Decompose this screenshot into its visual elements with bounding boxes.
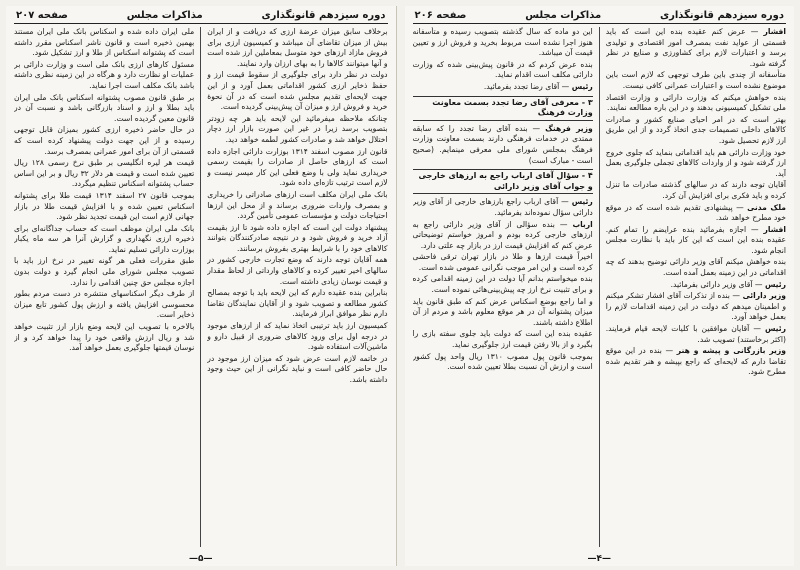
left-page-title: مذاکرات مجلس <box>126 10 203 21</box>
paragraph <box>413 124 593 166</box>
column-divider <box>200 27 201 547</box>
speaker-separator: — <box>749 324 765 334</box>
paragraph-text: بنابراین بنده عقیده دارم که این لایحه باید با توجه بمصالح کشور مطالعه و تصویب شود و از آقایان نمایندگان تقاضا دارم نظر موافق ابراز فرمایند. <box>207 288 388 319</box>
right-page-footer-number: —۴— <box>587 554 611 564</box>
speaker-name: ارباب <box>572 219 593 229</box>
paragraph-text: از طرف دیگر اسکناسهای منتشره در دست مردم بطور محسوسی افزایش یافته و ارزش پول کشور تابع میزان ذخایر است. <box>14 289 195 320</box>
paragraph <box>606 27 786 69</box>
paragraph-text: طبق مقررات فعلی هر گونه تغییر در نرخ ارز باید با تصویب مجلس شورای ملی انجام گیرد و دولت بدون اجازه مجلس حق چنین اقدامی را ندارد. <box>14 256 195 287</box>
paragraph-text: در حال حاضر ذخیره ارزی کشور بمیزان قابل توجهی رسیده و از این جهت دولت پیشنهاد کرده است که قسمتی از آن برای امور عمرانی بمصرف برسد. <box>14 125 195 156</box>
paragraph-text: بر طبق قانون مصوب پشتوانه اسکناس بانک ملی ایران باید بطلا و ارز و اسناد بازرگانی باشد و نسبت آن در قانون معین گردیده است. <box>14 92 195 123</box>
paragraph <box>413 352 593 373</box>
paragraph-text: عرض کنم عقیده بنده این است که باید قسمتی از عواید نفت بمصرف امور اقتصادی و تولیدی برسد و اعتبارات لازم برای کشاورزی و صنایع در نظر گرفته شود. <box>605 27 786 68</box>
paragraph <box>207 190 387 222</box>
paragraph <box>413 274 593 295</box>
paragraph-text: بالاخره با تصویب این لایحه وضع بازار ارز تثبیت خواهد شد و ریال ارزش واقعی خود را پیدا خواهد کرد و از نوسان قیمتها جلوگیری بعمل خواهد آمد. <box>14 322 195 353</box>
speaker-separator: — <box>729 291 743 301</box>
speaker-name: وزیر فرهنگ <box>545 123 593 133</box>
paragraph <box>207 288 387 320</box>
paragraph-text: بنده خواهش میکنم آقای وزیر دارائی توضیح بدهند که چه اقداماتی در این زمینه بعمل آمده است. <box>605 257 786 278</box>
speaker-name: رئیس <box>764 279 786 289</box>
paragraph-text: آقای وزیر دارائی بفرمائید. <box>670 279 753 289</box>
paragraph-text: پیشنهاد دولت این است که اجازه داده شود تا ارز بقیمت آزاد خرید و فروش شود و در نتیجه صادرکنندگان بتوانند کالاهای خود را با شرایط بهتری بفروش برسانند. <box>207 222 388 253</box>
paragraph <box>606 346 786 378</box>
paragraph <box>413 27 593 59</box>
paragraph <box>207 147 387 189</box>
left-page-column-left <box>14 27 194 547</box>
paragraph-text: برخلاف سابق میزان عرضهٔ ارزی که دریافت و از ایران بیش از میزان تقاضای آن میباشد و کمیسیون ارزی برای فروش مازاد ارزهای خود متوسل بمعاملین ارز شده است و آنها میتوانند کالاها را به بهای ارزان وارد نمایند. <box>207 27 388 68</box>
paragraph-text: بنده از تذکرات آقای افشار تشکر میکنم و اطمینان میدهم که دولت در این زمینه اقدامات لازم را بعمل خواهد آورد. <box>605 291 786 322</box>
paragraph-text: دولت در نظر دارد برای جلوگیری از سقوط قیمت ارز و حفظ ذخایر ارزی کشور اقداماتی بعمل آورد و از این جهت لایحه‌ای تقدیم مجلس شده است که در آن نحوهٔ خرید و فروش ارز و میزان آن پیش‌بینی گردیده است. <box>207 70 388 112</box>
paragraph-text: بنده سؤالی از آقای وزیر دارائی راجع به ارزهای خارجی کرده بودم و امروز خواستم توضیحاتی عرض کنم که افزایش قیمت ارز در بازار چه علتی دارد. <box>412 219 593 250</box>
paragraph <box>413 220 593 252</box>
paragraph-text: بنده عرض کردم که در قانون پیش‌بینی شده که وزارت دارائی مکلف است اقدام نماید. <box>412 59 593 80</box>
right-page-title: مذاکرات مجلس <box>525 10 602 21</box>
paragraph <box>606 257 786 278</box>
paragraph-text: ملی ایران داده شده و اسکناس بانک ملی ایران مستند بهمین ذخیره است و قانون ناشر اسکناس مقرر داشته است که پشتوانه اسکناس از طلا و ارز تشکیل شود. <box>14 27 195 58</box>
speaker-separator: — <box>661 346 677 356</box>
paragraph <box>207 70 387 112</box>
paragraph-text: عقیده بنده این است که دولت باید جلوی سفته بازی را بگیرد و از بالا رفتن قیمت ارز جلوگیری نماید. <box>412 329 593 350</box>
left-page-header <box>14 10 388 24</box>
paragraph <box>606 70 786 91</box>
right-page-columns <box>413 27 787 547</box>
section-heading: ۴ - سؤال آقای ارباب راجع به ارزهای خارجی و جواب آقای وزیر دارائی <box>413 169 593 194</box>
left-page <box>6 6 397 566</box>
paragraph <box>207 114 387 146</box>
paragraph-text: اجازه بفرمائید بنده عرایضم را تمام کنم. عقیده بنده این است که این کار باید با نظارت مجلس انجام شود. <box>605 224 786 255</box>
right-page-column-right <box>606 27 786 547</box>
paragraph <box>606 180 786 201</box>
speaker-separator: — <box>752 279 765 289</box>
left-page-number-label: صفحه ۲۰۷ <box>16 10 68 21</box>
paragraph-text: آقایان توجه دارند که در سالهای گذشته صادرات ما تنزل کرده و باید فکری برای افزایش آن کرد. <box>605 180 786 200</box>
paragraph <box>413 329 593 350</box>
right-page-session-label: دوره سیزدهم قانونگذاری <box>659 10 784 21</box>
paragraph <box>14 93 194 125</box>
paragraph-text: آقایان موافقین با کلیات لایحه قیام فرمایند. (اکثر برخاستند) تصویب شد. <box>605 324 786 344</box>
paragraph-text: خود وزارت دارائی هم باید اقداماتی بنماید که جلوی خروج ارز گرفته شود و از واردات کالاهای تجملی جلوگیری بعمل آید. <box>605 147 786 178</box>
paragraph <box>207 255 387 287</box>
speaker-name: رئیس <box>571 81 593 91</box>
speaker-separator: — <box>554 219 573 229</box>
paragraph <box>14 224 194 256</box>
paragraph-text: قانون ارز مصوب اسفند ۱۳۱۴ بوزارت دارائی اجازه داده است که ارزهای حاصل از صادرات را بقیمت رسمی خریداری نماید ولی با وضع فعلی این کار میسر نیست و لازم است ترتیب تازه‌ای داده شود. <box>207 146 388 188</box>
paragraph-text: متأسفانه از چندی باین طرف توجهی که لازم است باین موضوع نشده است و اعتبارات عمرانی کافی نیست. <box>605 70 786 90</box>
paragraph <box>606 93 786 114</box>
paragraph <box>606 280 786 291</box>
left-page-columns <box>14 27 388 547</box>
paragraph <box>14 289 194 321</box>
paragraph <box>207 27 387 69</box>
paragraph-text: قیمت هر لیره انگلیسی بر طبق نرخ رسمی ۱۲۸ ریال تعیین شده است و قیمت هر دلار ۳۲ ریال و بر این اساس حساب پشتوانه اسکناس تنظیم میگردد. <box>14 158 195 189</box>
speaker-separator: — <box>745 27 764 36</box>
paragraph-text: بانک ملی ایران موظف است که حساب جداگانه‌ای برای ذخیره ارزی نگهداری و گزارش آنرا هر سه ماه یکبار بوزارت دارائی تسلیم نماید. <box>14 223 195 254</box>
right-page-number-label: صفحه ۲۰۶ <box>414 10 467 21</box>
paragraph-text: مسئول کارهای ارزی بانک ملی است و وزارت دارائی بر عملیات او نظارت دارد و هرگاه در این زمینه نظری داشته باشد بانک مکلف است اجرا نماید. <box>14 59 195 90</box>
left-page-footer-number: —۵— <box>189 554 213 564</box>
paragraph <box>207 354 387 386</box>
paragraph <box>14 60 194 92</box>
paragraph <box>14 322 194 354</box>
left-page-session-label: دوره سیزدهم قانونگذاری <box>261 10 386 21</box>
paragraph <box>606 324 786 345</box>
paragraph <box>413 252 593 273</box>
paragraph-text: آقای رضا تجدد بفرمائید. <box>483 81 560 91</box>
paragraph-text: و اما راجع بوضع اسکناس عرض کنم که طبق قانون باید میزان پشتوانه آن در هر موقع معلوم باشد و مردم از آن اطلاع داشته باشند. <box>412 296 593 327</box>
column-divider <box>599 27 600 547</box>
paragraph <box>14 27 194 59</box>
speaker-name: افشار <box>763 27 786 36</box>
paragraph-text: بنده آقای رضا تجدد را که سابقه ممتدی در خدمات فرهنگی دارند بسمت معاونت وزارت فرهنگ بمجلس شورای ملی معرفی مینمایم. (صحیح است - مبارک است) <box>412 123 593 165</box>
left-page-column-right <box>207 27 387 547</box>
speaker-separator: — <box>527 123 546 133</box>
speaker-separator: — <box>559 81 572 91</box>
paragraph <box>413 297 593 329</box>
paragraph-text: چنانکه ملاحظه میفرمائید این لایحه باید هر چه زودتر بتصویب برسد زیرا در غیر این صورت بازار ارز دچار اختلال خواهد شد و صادرات کشور لطمه خواهد دید. <box>207 113 388 144</box>
paragraph <box>606 148 786 180</box>
speaker-separator: — <box>558 197 572 207</box>
speaker-name: ملک مدنی <box>747 202 786 212</box>
paragraph-text: بهتر است که در امر احیای صنایع کشور و صادرات کالاهای داخلی تصمیمات جدی اتخاذ گردد و از این طریق ارز لازم تحصیل شود. <box>605 114 786 145</box>
paragraph-text: کمیسیون ارز باید ترتیبی اتخاذ نماید که از ارزهای موجود در درجه اول برای ورود کالاهای ضروری از قبیل دارو و ماشین‌آلات استفاده شود. <box>207 321 388 352</box>
right-page <box>405 6 795 566</box>
section-heading: ۳ - معرفی آقای رضا تجدد بسمت معاونت وزارت فرهنگ <box>413 96 593 121</box>
speaker-name: رئیس <box>571 197 593 207</box>
paragraph-text: بنده خواهش میکنم که وزارت دارائی و وزارت اقتصاد ملی تشکیل کمیسیونی بدهند و در این باره مطالعه نمایند. <box>605 92 786 113</box>
speaker-name: رئیس <box>764 324 786 334</box>
paragraph-text: آقای ارباب راجع بارزهای خارجی از آقای وزیر دارائی سؤال نموده‌اند بفرمائید. <box>412 197 593 217</box>
speaker-name: وزیر دارائی <box>742 291 786 301</box>
paragraph-text: در خاتمه لازم است عرض شود که میزان ارز موجود در حال حاضر کافی است و نباید نگرانی از این حیث وجود داشته باشد. <box>207 353 388 384</box>
paragraph <box>606 203 786 224</box>
paragraph <box>207 321 387 353</box>
paragraph <box>413 197 593 218</box>
paragraph <box>606 225 786 257</box>
paragraph-text: پیشنهادی تقدیم شده است که در موقع خود مطرح خواهد شد. <box>605 202 786 223</box>
paragraph-text: بموجب قانون ۲۷ اسفند ۱۳۱۴ قیمت طلا برای پشتوانه اسکناس تعیین شده و با افزایش قیمت طلا در بازار جهانی لازم است این قیمت تجدید نظر شود. <box>14 190 195 222</box>
paragraph <box>207 223 387 255</box>
paragraph-text: بانک ملی ایران مکلف است ارزهای صادراتی را خریداری و بمصرف واردات ضروری برساند و از محل این ارزها احتیاجات دولت و مؤسسات عمومی تأمین گردد. <box>207 189 388 221</box>
paragraph-text: بموجب قانون پول مصوب ۱۳۱۰ ریال واحد پول کشور است و ارزش آن نسبت بطلا تعیین شده است. <box>412 351 593 372</box>
paragraph <box>413 60 593 81</box>
paragraph-text: بنده در این موقع تقاضا دارم که لایحه‌ای که راجع بپیشه و هنر تقدیم شده مطرح شود. <box>605 346 786 377</box>
paragraph <box>606 115 786 147</box>
right-page-column-left <box>413 27 593 547</box>
speaker-separator: — <box>746 224 764 234</box>
paragraph <box>14 158 194 190</box>
paragraph-text: همه آقایان توجه دارند که وضع تجارت خارجی کشور در سالهای اخیر تغییر کرده و کالاهای وارداتی از لحاظ مقدار و قیمت نوسان زیادی داشته است. <box>207 255 388 286</box>
paragraph-text: اخیراً قیمت ارزها و طلا در بازار تهران ترقی فاحشی کرده است و این امر موجب نگرانی عمومی شده است. <box>412 252 593 272</box>
paragraph <box>14 191 194 223</box>
speaker-name: وزیر بازرگانی و پیشه و هنر <box>676 346 786 356</box>
paragraph <box>606 291 786 323</box>
right-page-header <box>413 10 787 24</box>
paragraph-text: این دو ماده که سال گذشته بتصویب رسیده و متأسفانه هنوز اجرا نشده است مربوط بخرید و فروش ارز و تعیین قیمت آن میباشد. <box>412 27 593 58</box>
speaker-separator: — <box>732 202 748 212</box>
paragraph-text: بنده میخواستم بدانم آیا دولت در این زمینه اقدامی کرده و برای تثبیت نرخ ارز چه پیش‌بینی‌هائی نموده است. <box>412 274 593 295</box>
speaker-name: افشار <box>763 224 786 234</box>
paragraph <box>14 125 194 157</box>
paragraph <box>14 256 194 288</box>
paragraph <box>413 82 593 93</box>
